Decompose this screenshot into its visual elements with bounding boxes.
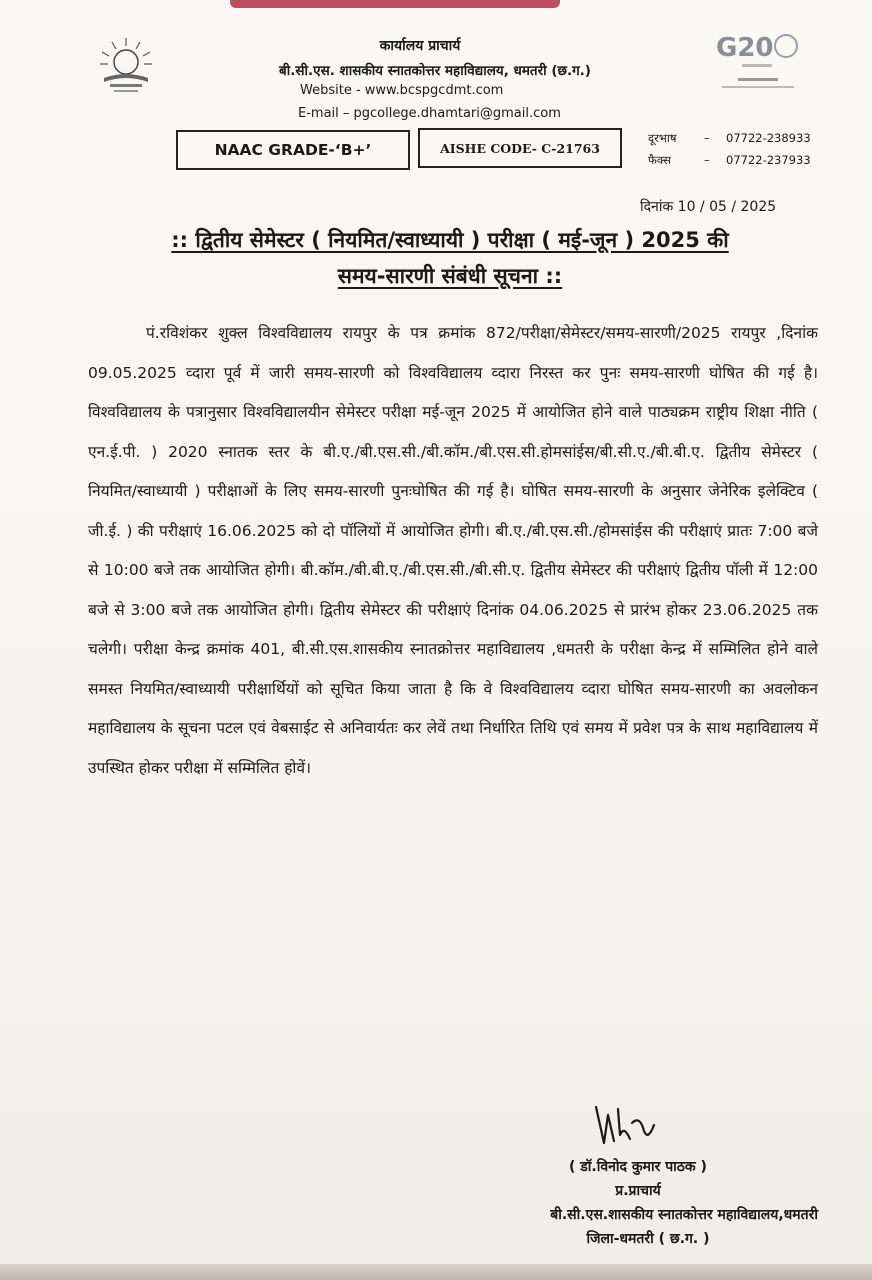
website-line: Website - www.bcspgcdmt.com	[300, 83, 504, 98]
office-heading: कार्यालय प्राचार्य	[379, 38, 461, 54]
phone-separator: –	[704, 131, 710, 145]
signatory-designation: प्र.प्राचार्य	[615, 1183, 661, 1199]
college-heading: बी.सी.एस. शासकीय स्नातकोत्तर महाविद्यालय, धमतरी (छ.ग.)	[279, 63, 591, 79]
bottom-page-edge	[0, 1264, 872, 1280]
fax-separator: –	[704, 153, 710, 167]
handwritten-signature	[590, 1095, 660, 1155]
email-line: E-mail – pgcollege.dhamtari@gmail.com	[298, 106, 561, 121]
subject-line-2: समय-सारणी संबंधी सूचना ::	[337, 264, 563, 288]
signatory-college: बी.सी.एस.शासकीय स्नातकोत्तर महाविद्यालय,धमतरी	[550, 1207, 818, 1223]
subject-line-1: :: द्वितीय सेमेस्टर ( नियमित/स्वाध्यायी ) परीक्षा ( मई-जून ) 2025 की	[171, 228, 729, 252]
phone-line	[648, 131, 828, 146]
g20-logo-icon	[712, 30, 804, 92]
naac-grade-box: NAAC GRADE-‘B+’	[176, 130, 410, 170]
notice-subject	[90, 222, 810, 294]
top-binding-strip	[230, 0, 560, 8]
g20-logo-text: G20	[716, 33, 774, 63]
aishe-code-box: AISHE CODE- C-21763	[418, 128, 622, 168]
signatory-district: जिला-धमतरी ( छ.ग. )	[586, 1231, 710, 1247]
notice-date: दिनांक 10 / 05 / 2025	[640, 199, 777, 215]
phone-number: 07722-238933	[726, 131, 811, 145]
notice-body: पं.रविशंकर शुक्ल विश्वविद्यालय रायपुर के पत्र क्रमांक 872/परीक्षा/सेमेस्टर/समय-सारणी/2025 रायपुर ,दिनांक 09.05.2025 व्दारा पूर्व में जारी समय-सारणी को विश्वविद्यालय व्दारा निरस्त कर पुनः समय-सारणी घोषित की गई है। विश्वविद्यालय के पत्रानुसार विश्वविद्यालयीन सेमेस्टर परीक्षा मई-जून 2025 में आयोजित होने वाले पाठ्यक्रम राष्ट्रीय शिक्षा नीति ( एन.ई.पी. ) 2020 स्नातक स्तर के बी.ए./बी.एस.सी./बी.कॉम./बी.एस.सी.होमसांईस/बी.सी.ए./बी.बी.ए. द्वितीय सेमेस्टर ( नियमित/स्वाध्यायी ) परीक्षाओं के लिए समय-सारणी पुनःघोषित की गई है। घोषित समय-सारणी के अनुसार जेनेरिक इलेक्टिव ( जी.ई. ) की परीक्षाएं 16.06.2025 को दो पॉलियों में आयोजित होगी। बी.ए./बी.एस.सी./होमसांईस की परीक्षाएं प्रातः 7:00 बजे से 10:00 बजे तक आयोजित होगी। बी.कॉम./बी.बी.ए./बी.एस.सी./बी.सी.ए. द्वितीय सेमेस्टर की परीक्षाएं द्वितीय पॉली में 12:00 बजे से 3:00 बजे तक आयोजित होगी। द्वितीय सेमेस्टर की परीक्षाएं दिनांक 04.06.2025 से प्रारंभ होकर 23.06.2025 तक चलेगी। परीक्षा केन्द्र क्रमांक 401, बी.सी.एस.शासकीय स्नातक्रोत्तर महाविद्यालय ,धमतरी के परीक्षा केन्द्र में सम्मिलित होने वाले समस्त नियमित/स्वाध्यायी परीक्षार्थियों को सूचित किया जाता है कि वे विश्वविद्यालय व्दारा घोषित समय-सारणी का अवलोकन महाविद्यालय के सूचना पटल एवं वेबसाईट से अनिवार्यतः कर लेवें तथा निर्धारित तिथि एवं समय में प्रवेश पत्र के साथ महाविद्यालय में उपस्थित होकर परीक्षा में सम्मिलित होवें।	[88, 324, 818, 777]
signatory-name: ( डॉ.विनोद कुमार पाठक )	[569, 1159, 707, 1175]
fax-line	[648, 153, 828, 168]
college-emblem-icon	[90, 32, 162, 104]
fax-number: 07722-237933	[726, 153, 811, 167]
fax-label: फैक्स	[648, 153, 671, 167]
signature-block	[418, 1155, 818, 1251]
phone-label: दूरभाष	[648, 131, 677, 145]
